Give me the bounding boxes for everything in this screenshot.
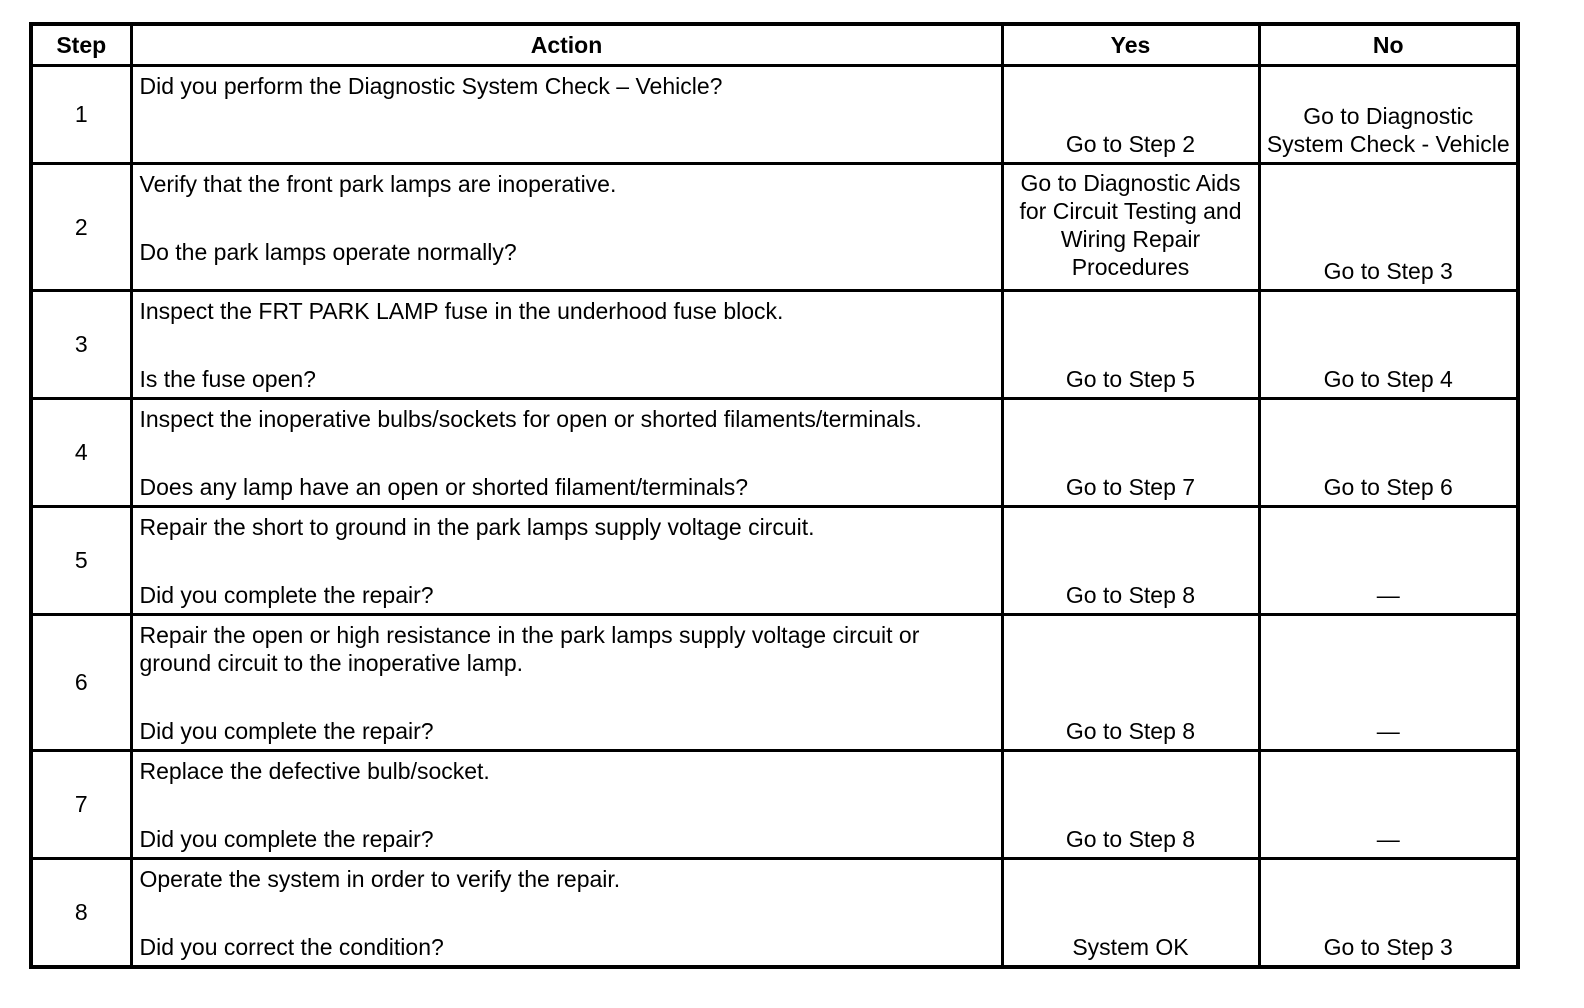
diagnostic-table [29, 22, 1520, 969]
no-cell: Go to Diagnostic System Check - Vehicle [1259, 65, 1518, 163]
action-question: Did you complete the repair? [139, 581, 434, 608]
step-number: 8 [31, 858, 131, 967]
no-cell: — [1259, 750, 1518, 858]
yes-cell: Go to Step 2 [1002, 65, 1259, 163]
no-cell: — [1259, 506, 1518, 614]
yes-cell: Go to Step 7 [1002, 398, 1259, 506]
table-row [31, 163, 1518, 290]
action-spacer [140, 198, 995, 238]
table-row [31, 614, 1518, 750]
no-cell: Go to Step 3 [1259, 163, 1518, 290]
table-row [31, 65, 1518, 163]
action-spacer [140, 677, 995, 717]
action-cell [131, 398, 1002, 506]
header-action: Action [131, 24, 1002, 65]
action-question: Is the fuse open? [139, 365, 316, 392]
action-text: Verify that the front park lamps are inoperative. [139, 170, 617, 197]
action-text: Inspect the FRT PARK LAMP fuse in the underhood fuse block. [139, 297, 784, 324]
yes-cell: Go to Diagnostic Aids for Circuit Testing and Wiring Repair Procedures [1002, 163, 1259, 290]
action-spacer [140, 325, 995, 365]
table-row [31, 398, 1518, 506]
action-text: Replace the defective bulb/socket. [139, 757, 490, 784]
table-row [31, 506, 1518, 614]
yes-cell: System OK [1002, 858, 1259, 967]
yes-cell: Go to Step 8 [1002, 614, 1259, 750]
no-cell: Go to Step 3 [1259, 858, 1518, 967]
table-row [31, 750, 1518, 858]
action-spacer [140, 893, 995, 933]
step-number: 3 [31, 290, 131, 398]
action-question: Did you complete the repair? [139, 717, 434, 744]
header-yes: Yes [1002, 24, 1259, 65]
step-number: 5 [31, 506, 131, 614]
header-no: No [1259, 24, 1518, 65]
yes-cell: Go to Step 8 [1002, 506, 1259, 614]
action-text: Repair the open or high resistance in the park lamps supply voltage circuit or ground circuit to the inoperative lamp. [139, 621, 920, 676]
step-number: 7 [31, 750, 131, 858]
action-text: Inspect the inoperative bulbs/sockets for open or shorted filaments/terminals. [139, 405, 922, 432]
action-spacer [140, 433, 995, 473]
action-text: Did you perform the Diagnostic System Check – Vehicle? [139, 72, 723, 99]
action-question: Does any lamp have an open or shorted filament/terminals? [139, 473, 749, 500]
action-cell [131, 290, 1002, 398]
action-question: Do the park lamps operate normally? [139, 238, 517, 265]
step-number: 1 [31, 65, 131, 163]
action-cell [131, 750, 1002, 858]
header-step: Step [31, 24, 131, 65]
action-cell [131, 506, 1002, 614]
action-cell [131, 858, 1002, 967]
step-number: 4 [31, 398, 131, 506]
action-question: Did you complete the repair? [139, 825, 434, 852]
action-text: Repair the short to ground in the park lamps supply voltage circuit. [139, 513, 815, 540]
no-cell: Go to Step 6 [1259, 398, 1518, 506]
action-question: Did you correct the condition? [139, 933, 444, 960]
action-cell [131, 65, 1002, 163]
action-text: Operate the system in order to verify the repair. [139, 865, 621, 892]
action-spacer [140, 541, 995, 581]
no-cell: — [1259, 614, 1518, 750]
step-number: 2 [31, 163, 131, 290]
no-cell: Go to Step 4 [1259, 290, 1518, 398]
step-number: 6 [31, 614, 131, 750]
table-row [31, 290, 1518, 398]
action-cell [131, 163, 1002, 290]
table-header-row [31, 24, 1518, 65]
action-cell [131, 614, 1002, 750]
yes-cell: Go to Step 8 [1002, 750, 1259, 858]
action-spacer [140, 785, 995, 825]
yes-cell: Go to Step 5 [1002, 290, 1259, 398]
table-row [31, 858, 1518, 967]
